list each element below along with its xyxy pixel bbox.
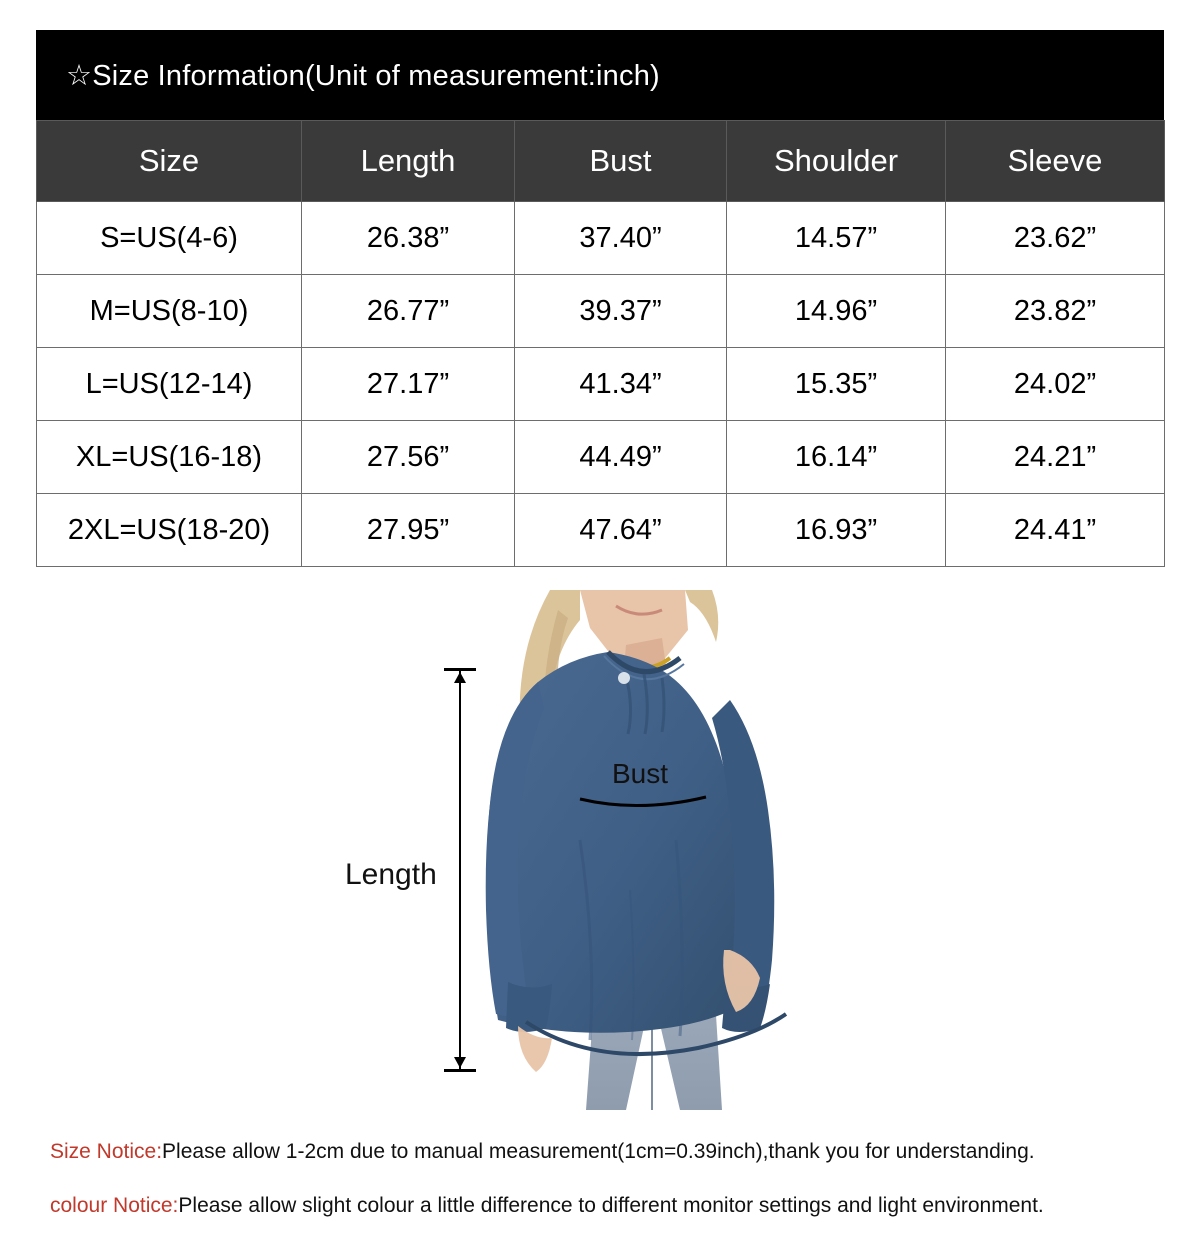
cell-size: L=US(12-14) (37, 348, 302, 421)
cell-length: 26.38” (302, 202, 515, 275)
column-header-sleeve: Sleeve (946, 121, 1165, 202)
length-measurement-label: Length (345, 858, 437, 891)
length-arrow-shaft (459, 670, 461, 1070)
table-row (37, 494, 1165, 567)
cell-shoulder: 14.57” (727, 202, 946, 275)
size-notice (50, 1140, 1180, 1164)
size-notice-label: Size Notice: (50, 1140, 163, 1163)
table-row (37, 421, 1165, 494)
cell-sleeve: 24.41” (946, 494, 1165, 567)
size-chart-table (36, 120, 1165, 567)
cell-length: 27.17” (302, 348, 515, 421)
cell-bust: 37.40” (515, 202, 727, 275)
table-row (37, 275, 1165, 348)
cell-size: 2XL=US(18-20) (37, 494, 302, 567)
length-arrow-bottom-cap (444, 1069, 476, 1072)
table-row (37, 348, 1165, 421)
colour-notice-text: Please allow slight colour a little difference to different monitor settings and light environment. (178, 1194, 1044, 1217)
column-header-length: Length (302, 121, 515, 202)
length-measurement-arrow (455, 670, 465, 1070)
bust-measurement-label: Bust (612, 758, 669, 789)
column-header-size: Size (37, 121, 302, 202)
length-arrow-head-up-icon (454, 672, 466, 683)
star-outline-icon: ☆ (66, 59, 93, 92)
cell-bust: 44.49” (515, 421, 727, 494)
size-information-title: ☆Size Information(Unit of measurement:inch) (66, 59, 660, 92)
size-notice-text: Please allow 1-2cm due to manual measurement(1cm=0.39inch),thank you for understanding. (162, 1140, 1035, 1163)
notices-block (50, 1140, 1180, 1248)
cell-length: 26.77” (302, 275, 515, 348)
cell-bust: 39.37” (515, 275, 727, 348)
table-header-row (37, 121, 1165, 202)
cell-shoulder: 16.14” (727, 421, 946, 494)
cell-sleeve: 24.21” (946, 421, 1165, 494)
cell-shoulder: 15.35” (727, 348, 946, 421)
column-header-shoulder: Shoulder (727, 121, 946, 202)
bust-measurement-line (578, 795, 708, 809)
cell-sleeve: 24.02” (946, 348, 1165, 421)
column-header-bust: Bust (515, 121, 727, 202)
colour-notice-label: colour Notice: (50, 1194, 179, 1217)
cell-length: 27.95” (302, 494, 515, 567)
cell-shoulder: 14.96” (727, 275, 946, 348)
size-information-block (36, 30, 1164, 567)
colour-notice (50, 1194, 1180, 1218)
cell-size: M=US(8-10) (37, 275, 302, 348)
model-wearing-top-image (430, 590, 850, 1110)
cell-shoulder: 16.93” (727, 494, 946, 567)
cell-sleeve: 23.82” (946, 275, 1165, 348)
table-row (37, 202, 1165, 275)
size-information-header (36, 30, 1164, 120)
cell-sleeve: 23.62” (946, 202, 1165, 275)
cell-size: S=US(4-6) (37, 202, 302, 275)
length-arrow-head-down-icon (454, 1057, 466, 1068)
cell-size: XL=US(16-18) (37, 421, 302, 494)
cell-length: 27.56” (302, 421, 515, 494)
cell-bust: 41.34” (515, 348, 727, 421)
cell-bust: 47.64” (515, 494, 727, 567)
measurement-illustration (0, 590, 1200, 1110)
